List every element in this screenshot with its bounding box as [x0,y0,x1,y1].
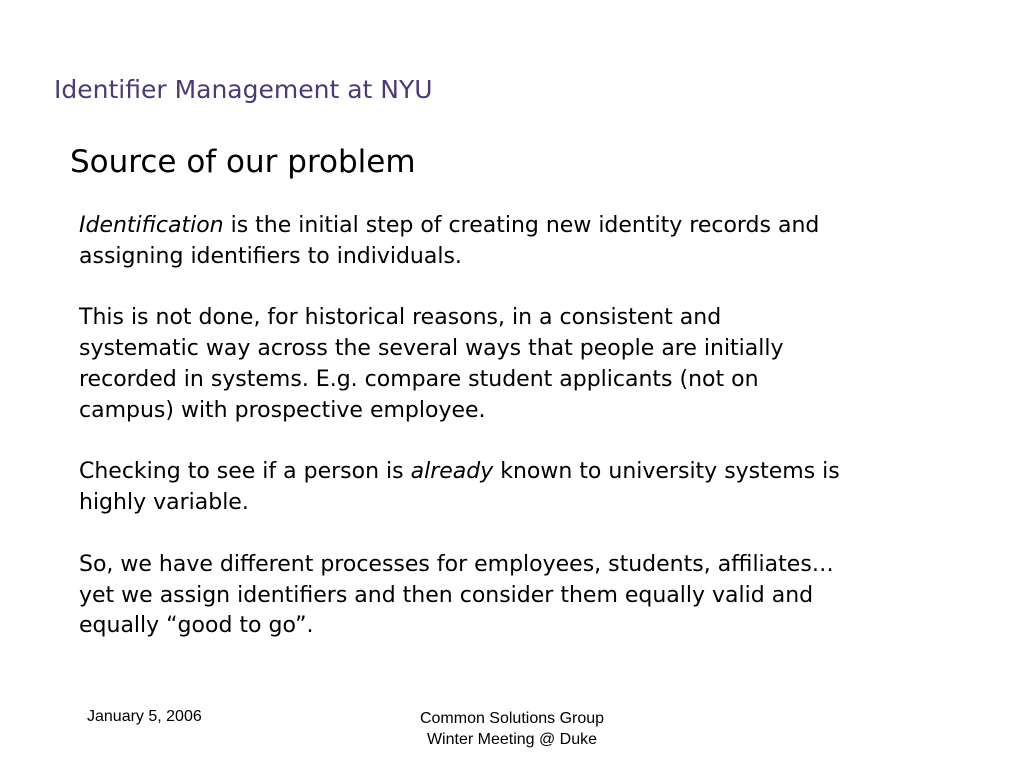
text-line: assigning identifiers to individuals. [79,243,462,269]
paragraph-historical [79,303,989,426]
text-run: is the initial step of creating new identity records and [223,213,820,238]
footer-org-line: Winter Meeting @ Duke [426,731,598,748]
slide-title: Source of our problem [70,144,416,180]
paragraph-checking [79,457,989,519]
text-line: highly variable. [79,490,249,516]
presentation-header: Identifier Management at NYU [54,75,433,104]
italic-term: Identification [79,213,224,238]
text-line [79,211,989,242]
footer-organization [362,708,662,750]
italic-term: already [410,459,494,485]
text-line: This is not done, for historical reasons, in a consistent and [79,305,722,331]
slide-body [79,211,989,673]
text-line: yet we assign identifiers and then consider them equally valid and [79,582,814,608]
text-line: So, we have different processes for employees, students, affiliates… [79,551,834,577]
footer-org-line: Common Solutions Group [419,710,605,727]
text-line: systematic way across the several ways that people are initially [79,336,784,362]
footer-date: January 5, 2006 [87,708,202,725]
text-run: Checking to see if a person is [79,459,411,485]
paragraph-processes [79,550,989,642]
text-line [79,457,989,488]
text-line: campus) with prospective employee. [79,397,486,423]
text-line: recorded in systems. E.g. compare student applicants (not on [79,366,759,392]
text-run: known to university systems is [493,459,840,485]
paragraph-identification [79,211,989,273]
text-line: equally “good to go”. [79,613,314,639]
